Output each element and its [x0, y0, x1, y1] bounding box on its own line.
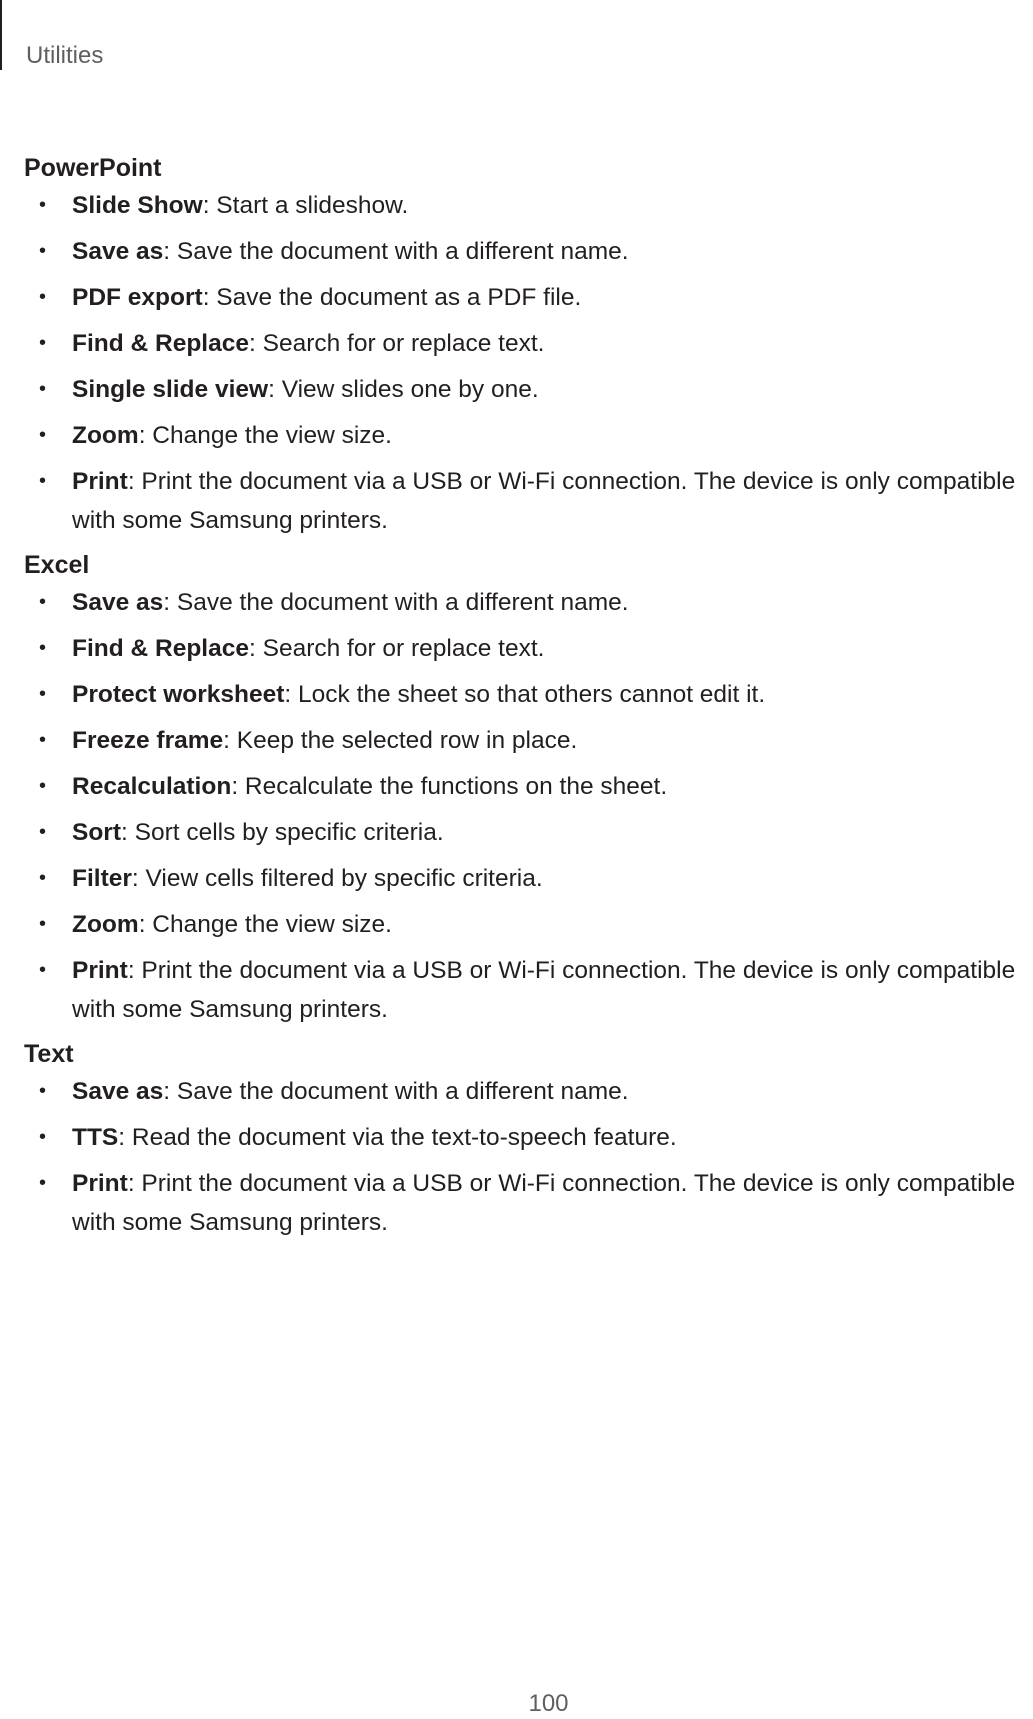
option-description: : View slides one by one. [268, 376, 539, 403]
option-term: Find & Replace [72, 635, 249, 662]
bullet-icon: • [39, 637, 47, 659]
option-list [24, 186, 1024, 540]
bullet-icon: • [39, 286, 47, 308]
bullet-icon: • [39, 332, 47, 354]
bullet-icon: • [39, 867, 47, 889]
option-description: : Change the view size. [138, 422, 392, 449]
bullet-icon: • [39, 591, 47, 613]
option-description: : Search for or replace text. [248, 635, 545, 662]
list-item [24, 1072, 1024, 1111]
bullet-icon: • [39, 821, 47, 843]
bullet-icon: • [39, 1172, 47, 1194]
list-item [24, 278, 1024, 317]
option-term: Sort [72, 819, 121, 846]
option-description: : Print the document via a USB or Wi-Fi connection. The device is only compatible with some Samsung printers. [72, 468, 1016, 534]
list-item [24, 186, 1024, 225]
option-description: : Search for or replace text. [248, 330, 545, 357]
option-description: : Save the document with a different name. [163, 238, 629, 265]
list-item [24, 859, 1024, 898]
option-description: : Save the document with a different name. [163, 1078, 629, 1105]
option-term: Recalculation [72, 773, 232, 800]
list-item [24, 905, 1024, 944]
bullet-icon: • [39, 683, 47, 705]
bullet-icon: • [39, 959, 47, 981]
option-description: : Lock the sheet so that others cannot edit it. [284, 681, 766, 708]
page-content [24, 150, 1024, 1249]
option-term: Print [72, 957, 128, 984]
option-description: : Keep the selected row in place. [223, 727, 578, 754]
bullet-icon: • [39, 378, 47, 400]
section-excel [24, 547, 1024, 1029]
option-term: PDF export [72, 284, 203, 311]
section-powerpoint [24, 150, 1024, 540]
page-number: 100 [528, 1690, 569, 1717]
option-term: Find & Replace [72, 330, 249, 357]
option-term: Filter [72, 865, 132, 892]
list-item [24, 951, 1024, 1029]
bullet-icon: • [39, 729, 47, 751]
option-description: : Save the document as a PDF file. [202, 284, 582, 311]
option-description: : Start a slideshow. [202, 192, 409, 219]
list-item [24, 629, 1024, 668]
list-item [24, 232, 1024, 271]
option-description: : Recalculate the functions on the sheet. [231, 773, 668, 800]
list-item [24, 462, 1024, 540]
option-term: Slide Show [72, 192, 203, 219]
list-item [24, 767, 1024, 806]
option-term: Save as [72, 589, 164, 616]
option-term: Zoom [72, 911, 139, 938]
bullet-icon: • [39, 240, 47, 262]
option-term: TTS [72, 1124, 119, 1151]
header-rule [0, 0, 2, 70]
bullet-icon: • [39, 424, 47, 446]
bullet-icon: • [39, 1126, 47, 1148]
list-item [24, 324, 1024, 363]
list-item [24, 370, 1024, 409]
list-item [24, 583, 1024, 622]
option-term: Freeze frame [72, 727, 224, 754]
list-item [24, 675, 1024, 714]
option-description: : Change the view size. [138, 911, 392, 938]
option-term: Print [72, 468, 128, 495]
bullet-icon: • [39, 194, 47, 216]
list-item [24, 416, 1024, 455]
option-term: Zoom [72, 422, 139, 449]
option-description: : Sort cells by specific criteria. [121, 819, 444, 846]
option-description: : Print the document via a USB or Wi-Fi connection. The device is only compatible with some Samsung printers. [72, 1170, 1016, 1236]
list-item [24, 813, 1024, 852]
option-description: : View cells filtered by specific criteria. [131, 865, 543, 892]
bullet-icon: • [39, 913, 47, 935]
section-text [24, 1036, 1024, 1242]
bullet-icon: • [39, 470, 47, 492]
option-list [24, 1072, 1024, 1242]
chapter-label: Utilities [26, 42, 104, 69]
option-term: Single slide view [72, 376, 269, 403]
option-description: : Save the document with a different name. [163, 589, 629, 616]
section-title: Text [24, 1040, 74, 1068]
section-title: PowerPoint [24, 154, 162, 182]
option-list [24, 583, 1024, 1029]
option-term: Print [72, 1170, 128, 1197]
section-title: Excel [24, 551, 90, 579]
list-item [24, 1164, 1024, 1242]
option-term: Protect worksheet [72, 681, 285, 708]
option-description: : Read the document via the text-to-speech feature. [118, 1124, 677, 1151]
list-item [24, 1118, 1024, 1157]
list-item [24, 721, 1024, 760]
bullet-icon: • [39, 1080, 47, 1102]
option-description: : Print the document via a USB or Wi-Fi connection. The device is only compatible with some Samsung printers. [72, 957, 1016, 1023]
option-term: Save as [72, 1078, 164, 1105]
option-term: Save as [72, 238, 164, 265]
bullet-icon: • [39, 775, 47, 797]
